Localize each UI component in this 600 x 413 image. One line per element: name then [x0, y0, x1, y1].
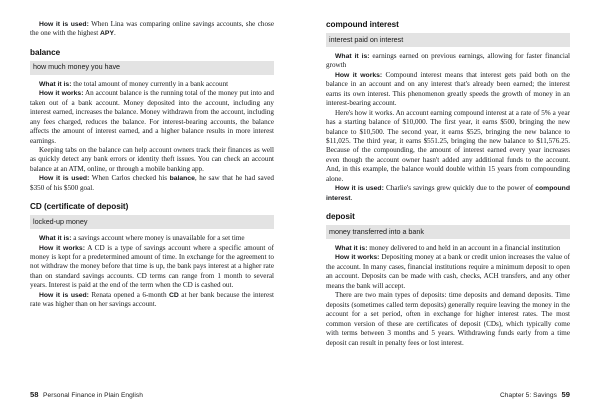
- entry-balance-what: [30, 80, 274, 89]
- running-head-right: Chapter 5: Savings: [499, 392, 557, 399]
- used-text-b: at her bank because the interest rate was higher than on her savings account.: [30, 290, 274, 309]
- used-lead-label: How it is used:: [39, 175, 90, 183]
- used-bold-term: balance: [169, 175, 195, 183]
- used-lead-label: How it is used:: [335, 185, 384, 193]
- used-text-b: .: [350, 193, 353, 202]
- definition-bar-balance: how much money you have: [30, 61, 274, 75]
- what-lead-label: What it is:: [335, 245, 368, 253]
- entry-heading-compound-interest: compound interest: [326, 20, 399, 29]
- page-left-column: [30, 20, 274, 310]
- usage-text: When Lina was comparing online savings accounts, she chose the one with the highest: [30, 20, 274, 38]
- used-bold-term: compound interest: [326, 185, 570, 202]
- entry-balance-used: [30, 174, 274, 193]
- used-text-a: Charlie's savings grew quickly due to the power of: [383, 184, 536, 193]
- entry-heading-cd: CD (certificate of deposit): [30, 202, 129, 212]
- what-text: money delivered to and held in an account in a financial institution: [367, 244, 561, 253]
- usage-bold-term: APY: [100, 30, 114, 38]
- entry-deposit-works: [326, 253, 570, 291]
- what-text: earnings earned on previous earnings, allowing for faster financial growth: [326, 51, 570, 70]
- entry-cd-what: [30, 234, 274, 243]
- entry-cd-used: [30, 291, 274, 310]
- works-text: An account balance is the running total of the money put into and taken out of a bank account. Money deposited into the account, including any interest earned, increases the balance. Money withdrawn from the account, including any fees charged, reduces the balance. For interest-bearing accounts, the balance affects the amount of interest earned, and a higher balance results in more interest earnings.: [30, 89, 274, 145]
- used-text-b: , he saw that he had saved $350 of his $500 goal.: [30, 174, 275, 192]
- entry-deposit-what: [326, 244, 570, 253]
- page-right: [300, 0, 600, 413]
- entry-cd-works: [30, 244, 274, 291]
- entry-compound-works: [326, 71, 570, 109]
- works-text: Compound interest means that interest gets paid both on the balance in an account and on any interest that's already been earned; the interest earns its own interest. This phenomenon greatly speeds the growth of money in an interest-bearing account.: [326, 70, 570, 108]
- used-text-a: When Carlos checked his: [89, 174, 170, 183]
- continued-entry-usage: [30, 20, 274, 39]
- entry-heading-deposit: deposit: [326, 212, 355, 222]
- entry-balance-works: [30, 89, 274, 146]
- what-lead-label: What it is:: [335, 52, 370, 60]
- works-lead-label: How it works:: [335, 71, 383, 79]
- works-lead-label: How it works:: [335, 254, 380, 262]
- entry-heading-balance: balance: [30, 47, 61, 57]
- entry-balance-extra: Keeping tabs on the balance can help account owners track their finances as well as quickly detect any bank errors or identity theft issues. You can check an account balance at an ATM, online, or through a mobile banking app.: [30, 145, 274, 173]
- works-text: A CD is a type of savings account where a specific amount of money is kept for a predetermined amount of time. In exchange for the agreement to not withdraw the money before that time is up, the bank pays interest at a higher rate than on standard savings accounts. CD terms can range from 1 month to several years. Interest is paid at the end of the term when the CD is cashed out.: [30, 243, 274, 290]
- definition-bar-compound-interest: interest paid on interest: [326, 33, 570, 47]
- page-number-right: 59: [561, 390, 570, 399]
- works-lead-label: How it works:: [39, 244, 85, 252]
- footer-right: [500, 390, 570, 399]
- works-lead-label: How it works:: [39, 90, 84, 98]
- entry-compound-what: [326, 52, 570, 71]
- what-text: a savings account where money is unavailable for a set time: [71, 234, 245, 243]
- works-text: Depositing money at a bank or credit union increases the value of the account. In many cases, financial institutions require a minimum deposit to open an account. Deposits can be made with cash, checks, ACH transfers, and any other means the bank will accept.: [326, 253, 570, 290]
- entry-deposit-extra: There are two main types of deposits: time deposits and demand deposits. Time deposits (sometimes called term deposits) generally require leaving the money in the account for a set period, often in exchange for higher interest rates. The most common version of these are certificates of deposit (CDs), which typically come with terms between 3 months and 5 years. Withdrawing funds early from a time deposit can result in penalty fees or lost interest.: [326, 291, 570, 347]
- usage-lead-label: How it is used:: [39, 21, 89, 28]
- what-lead-label: What it is:: [39, 80, 72, 88]
- used-lead-label: How it is used:: [39, 291, 89, 299]
- what-lead-label: What it is:: [39, 235, 72, 243]
- used-bold-term: CD: [169, 291, 179, 299]
- page-number-left: 58: [30, 390, 39, 399]
- entry-compound-extra: Here's how it works. An account earning compound interest at a rate of 5% a year has a starting balance of $10,000. The first year, it earns $500, bringing the new balance to $10,500. The second year, it earns $525, bringing the new balance to $11,025. The third year, it earns $551.25, bringing the new balance to $11,576.25. Because of the compounding, the amount of interest earned every year increases even though the account owner hasn't added any additional funds to the account. And, in this example, the balance would double within 15 years from compounding alone.: [326, 108, 570, 183]
- usage-tail: .: [114, 29, 116, 38]
- definition-bar-deposit: money transferred into a bank: [326, 225, 570, 239]
- definition-bar-cd: locked-up money: [30, 215, 274, 229]
- used-text-a: Renata opened a 6-month: [88, 290, 169, 299]
- page-right-column: [326, 20, 570, 348]
- entry-compound-used: [326, 184, 570, 203]
- footer-left: [30, 390, 143, 399]
- running-head-left: Personal Finance in Plain English: [43, 392, 143, 399]
- what-text: the total amount of money currently in a bank account: [71, 79, 229, 88]
